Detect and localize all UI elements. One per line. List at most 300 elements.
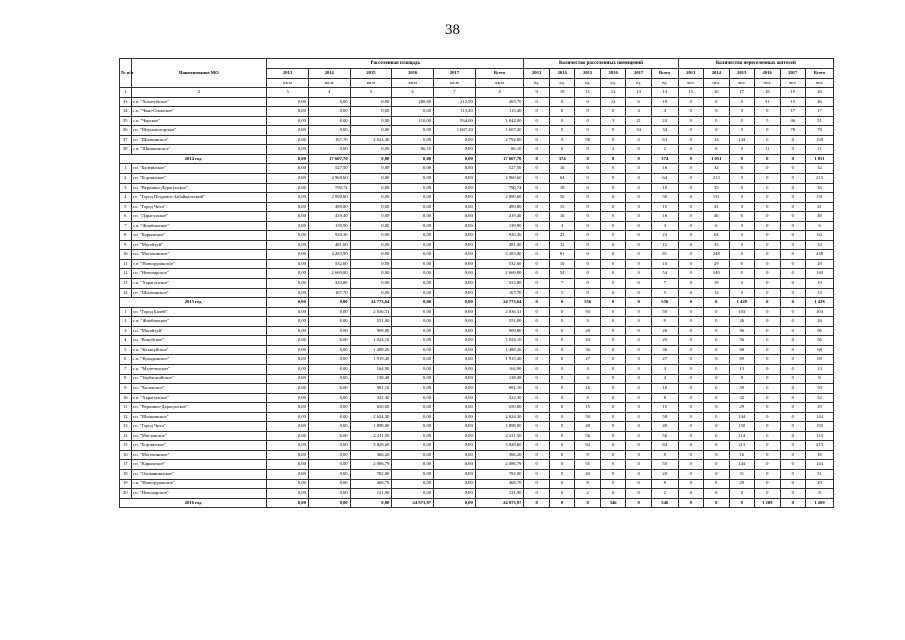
municipality-name: г.п. "Оловяннинское" [131, 469, 267, 479]
table-cell: 0 [600, 326, 625, 336]
municipality-name: с.п. "Новоцуринское" [131, 479, 267, 489]
table-cell: 0,00 [392, 364, 434, 374]
header-row-indices [120, 88, 834, 98]
table-cell: 920,36 [475, 231, 524, 241]
table-cell: 0 [524, 374, 549, 384]
table-cell: 139,90 [475, 221, 524, 231]
table-cell: 15 [549, 202, 574, 212]
table-cell: 2 624,30 [350, 135, 392, 145]
table-cell: 0 [524, 355, 549, 365]
table-cell: 131 [805, 193, 833, 203]
row-number: 2 [120, 174, 132, 184]
table-cell: 0 [549, 374, 574, 384]
table-cell: 0 [626, 469, 651, 479]
table-row [120, 288, 834, 298]
table-cell: 16 [549, 212, 574, 222]
table-cell: 0 [549, 460, 574, 470]
table-cell: 0,00 [308, 336, 350, 346]
table-row [120, 422, 834, 432]
table-cell: 0 [704, 469, 729, 479]
municipality-name: г.п. "Хилокское" [131, 384, 267, 394]
table-cell: 86,10 [475, 145, 524, 155]
table-cell: 0 [600, 489, 625, 499]
table-cell: 35 [704, 183, 729, 193]
table-cell: 0 [678, 193, 703, 203]
table-cell: 0 [678, 298, 703, 308]
table-cell: 0 [780, 450, 805, 460]
table-cell: 8 [575, 479, 600, 489]
table-cell: 0,00 [392, 298, 434, 308]
table-cell: 0 [626, 441, 651, 451]
table-cell: 4 [651, 364, 678, 374]
table-row [120, 403, 834, 413]
table-cell: 0 [626, 135, 651, 145]
header-col-index: 20 [805, 88, 833, 98]
table-cell: 0 [575, 231, 600, 241]
table-cell: 0 [704, 374, 729, 384]
table-cell: 6 [805, 221, 833, 231]
table-cell: 419,40 [475, 212, 524, 222]
table-cell: 0,00 [308, 403, 350, 413]
table-cell: 8 [651, 450, 678, 460]
table-cell: 0,00 [392, 202, 434, 212]
table-cell: 0 [524, 498, 549, 508]
table-cell: 0 [600, 355, 625, 365]
table-cell: 0,00 [434, 231, 476, 241]
table-cell: 140 [704, 269, 729, 279]
table-cell: 333,80 [475, 279, 524, 289]
table-cell: 0,00 [308, 393, 350, 403]
table-cell: 0 [678, 403, 703, 413]
row-number: 7 [120, 364, 132, 374]
table-cell: 31 [755, 97, 780, 107]
municipality-name: г.п. "Балеинское" [131, 164, 267, 174]
table-cell: 0 [549, 469, 574, 479]
table-row [120, 393, 834, 403]
table-cell: 0,00 [434, 489, 476, 499]
table-cell: 0,00 [392, 174, 434, 184]
table-body [120, 97, 834, 508]
table-cell: 28 [575, 326, 600, 336]
table-cell: 0,00 [434, 393, 476, 403]
row-number: 18 [120, 469, 132, 479]
municipality-name: г.п. "Могойтуй" [131, 240, 267, 250]
table-cell: 140 [805, 269, 833, 279]
table-cell: 58 [651, 412, 678, 422]
table-row [120, 231, 834, 241]
table-cell: 0 [704, 364, 729, 374]
table-cell: 0 [755, 460, 780, 470]
table-cell: 54 [651, 269, 678, 279]
table-cell: 0 [575, 107, 600, 117]
table-cell: 0,00 [267, 345, 309, 355]
table-cell: 86,10 [392, 145, 434, 155]
table-cell: 0 [600, 422, 625, 432]
header-year-area: 2013 [267, 69, 309, 79]
table-cell: 213 [805, 441, 833, 451]
table-cell: 18 [651, 183, 678, 193]
table-cell: 0 [524, 202, 549, 212]
table-cell: 0 [549, 393, 574, 403]
table-cell: 0 [780, 174, 805, 184]
header-col-index: 4 [308, 88, 350, 98]
table-cell: 0 [626, 393, 651, 403]
municipality-name: с.п. "Казакуйское" [131, 345, 267, 355]
table-cell: 139,90 [308, 221, 350, 231]
header-unit-rooms: ед. [651, 78, 678, 88]
table-row [120, 135, 834, 145]
table-cell: 0 [626, 174, 651, 184]
municipality-name: г.п. "Шилкинское" [131, 412, 267, 422]
row-number: 4 [120, 336, 132, 346]
table-cell: 0 [600, 336, 625, 346]
table-cell: 18 [651, 97, 678, 107]
table-cell: 32 [805, 393, 833, 403]
table-cell: 51 [805, 116, 833, 126]
table-cell: 2 669,80 [475, 269, 524, 279]
table-cell: 0 [600, 393, 625, 403]
table-cell: 0 [704, 460, 729, 470]
table-cell: 0 [524, 364, 549, 374]
table-cell: 0,00 [392, 164, 434, 174]
table-cell: 0,00 [267, 498, 309, 508]
table-cell: 0 [755, 403, 780, 413]
table-cell: 32 [729, 393, 754, 403]
row-number: 6 [120, 212, 132, 222]
table-cell: 0,00 [267, 97, 309, 107]
table-cell: 36 [651, 345, 678, 355]
table-cell: 0 [704, 489, 729, 499]
table-cell: 0,00 [267, 489, 309, 499]
table-cell: 0,00 [267, 355, 309, 365]
table-cell: 0 [729, 164, 754, 174]
table-cell: 0 [729, 202, 754, 212]
table-cell: 481,00 [308, 240, 350, 250]
table-cell: 0 [755, 469, 780, 479]
table-cell: 144 [729, 135, 754, 145]
table-cell: 0 [780, 240, 805, 250]
header-col-index: 19 [780, 88, 805, 98]
table-cell: 0,00 [434, 384, 476, 394]
table-cell: 0 [549, 126, 574, 136]
table-cell: 0 [755, 374, 780, 384]
table-cell: 556 [651, 298, 678, 308]
header-year-people: 2014 [704, 69, 729, 79]
table-cell: 0 [755, 279, 780, 289]
table-cell: 15 [575, 403, 600, 413]
municipality-name: г.п. "Вершино-Дарасунское" [131, 183, 267, 193]
table-cell: 63 [651, 135, 678, 145]
table-cell: 0 [549, 317, 574, 327]
table-cell: 131 [704, 193, 729, 203]
header-unit-people: чел. [729, 78, 754, 88]
table-cell: 0 [780, 212, 805, 222]
table-cell: 0,00 [434, 183, 476, 193]
table-cell: 0 [678, 460, 703, 470]
table-cell: 0,00 [267, 154, 309, 164]
table-cell: 11 [755, 145, 780, 155]
header-col-index: 6 [392, 88, 434, 98]
table-cell: 0,00 [392, 212, 434, 222]
table-row [120, 489, 834, 499]
table-cell: 0,00 [392, 374, 434, 384]
table-cell: 0,00 [392, 489, 434, 499]
table-cell: 1 209 [755, 498, 780, 508]
header-col-index: 7 [434, 88, 476, 98]
table-cell: 0 [780, 384, 805, 394]
table-cell: 164,90 [475, 364, 524, 374]
table-cell: 0,00 [392, 107, 434, 117]
table-cell: 0,00 [267, 174, 309, 184]
municipality-name: г.п. "Шерловогорское" [131, 126, 267, 136]
header-year-people: 2016 [755, 69, 780, 79]
table-cell: 0 [575, 212, 600, 222]
table-cell: 0 [626, 431, 651, 441]
table-cell: 17 [780, 107, 805, 117]
table-cell: 2 960,60 [308, 174, 350, 184]
table-cell: 0 [755, 231, 780, 241]
table-cell: 0,00 [308, 355, 350, 365]
table-cell: 0,00 [308, 489, 350, 499]
table-cell: 26 [805, 317, 833, 327]
table-cell: 1 488,26 [475, 345, 524, 355]
table-cell: 9 [575, 317, 600, 327]
row-number: 13 [120, 422, 132, 432]
table-cell: 0,00 [392, 450, 434, 460]
table-cell: 138,48 [475, 374, 524, 384]
table-cell: 551,00 [475, 317, 524, 327]
table-cell: 0 [755, 431, 780, 441]
table-cell: 0 [575, 250, 600, 260]
table-cell: 0,00 [267, 403, 309, 413]
row-number: 3 [120, 183, 132, 193]
table-cell: 5 [549, 135, 574, 145]
table-cell: 69 [729, 355, 754, 365]
table-cell: 0,00 [350, 202, 392, 212]
table-cell: 16 [805, 450, 833, 460]
table-cell: 0 [524, 412, 549, 422]
table-cell: 16 [651, 384, 678, 394]
table-cell: 0 [524, 259, 549, 269]
table-cell: 0 [626, 154, 651, 164]
table-cell: 0 [678, 135, 703, 145]
table-cell: 0,00 [392, 393, 434, 403]
header-unit-area: кв.м [392, 78, 434, 88]
table-cell: 32 [805, 164, 833, 174]
table-cell: 0,00 [434, 326, 476, 336]
table-cell: 0 [755, 364, 780, 374]
table-cell: 20 [651, 336, 678, 346]
header-col-index: 13 [626, 88, 651, 98]
table-cell: 0 [600, 298, 625, 308]
table-cell: 81 [651, 250, 678, 260]
table-cell: 0 [575, 193, 600, 203]
table-cell: 0 [575, 240, 600, 250]
table-cell: 0 [678, 345, 703, 355]
table-cell: 0,00 [267, 221, 309, 231]
table-cell: 650,00 [350, 403, 392, 413]
table-cell: 13 [729, 364, 754, 374]
header-col-index: 10 [549, 88, 574, 98]
table-cell: 0 [780, 489, 805, 499]
table-cell: 0 [600, 307, 625, 317]
table-cell: 0 [704, 422, 729, 432]
table-cell: 1 428 [729, 298, 754, 308]
table-cell: 981,10 [350, 384, 392, 394]
table-cell: 78 [780, 126, 805, 136]
table-cell: 0,00 [392, 250, 434, 260]
table-cell: 0 [704, 450, 729, 460]
table-cell: 0 [524, 460, 549, 470]
table-cell: 0 [678, 469, 703, 479]
table-cell: 0 [729, 240, 754, 250]
table-cell: 121,90 [350, 489, 392, 499]
table-cell: 24 973,97 [392, 498, 434, 508]
header-col-index: 12 [600, 88, 625, 98]
table-cell: 27 [651, 355, 678, 365]
table-cell: 0 [780, 374, 805, 384]
table-cell: 0 [678, 250, 703, 260]
table-cell: 0 [678, 317, 703, 327]
table-cell: 0 [755, 174, 780, 184]
row-number: 33 [120, 97, 132, 107]
table-cell: 167,70 [308, 288, 350, 298]
header-year-area: 2015 [350, 69, 392, 79]
table-cell: 1 607,20 [475, 126, 524, 136]
table-cell: 0,00 [308, 450, 350, 460]
table-cell: 0,00 [308, 441, 350, 451]
table-cell: 0 [626, 259, 651, 269]
table-cell: 0,00 [308, 422, 350, 432]
table-cell: 8 [805, 374, 833, 384]
table-cell: 0 [729, 288, 754, 298]
table-cell: 0 [600, 441, 625, 451]
table-cell: 909,80 [350, 326, 392, 336]
row-number: 8 [120, 374, 132, 384]
table-cell: 0 [549, 412, 574, 422]
table-cell: 0 [780, 431, 805, 441]
table-cell: 0 [600, 479, 625, 489]
table-cell: 0 [626, 279, 651, 289]
table-cell: 0 [755, 298, 780, 308]
table-cell: 0,00 [267, 412, 309, 422]
table-cell: 0,00 [434, 135, 476, 145]
row-number: 7 [120, 221, 132, 231]
table-cell: 0,00 [267, 126, 309, 136]
table-cell: 7 [651, 279, 678, 289]
table-cell: 0,00 [392, 460, 434, 470]
table-cell: 0,00 [267, 212, 309, 222]
table-cell: 0,00 [267, 298, 309, 308]
row-number: 37 [120, 135, 132, 145]
row-number: 8 [120, 231, 132, 241]
table-cell: 55 [651, 460, 678, 470]
table-cell: 2 [575, 489, 600, 499]
table-cell: 0 [575, 164, 600, 174]
table-cell: 0 [704, 384, 729, 394]
table-cell: 103 [729, 307, 754, 317]
row-number: 9 [120, 240, 132, 250]
table-cell: 56 [651, 431, 678, 441]
table-cell: 0 [755, 422, 780, 432]
municipality-name: с.п. "Малетинское" [131, 364, 267, 374]
header-year-area: 2016 [392, 69, 434, 79]
table-row [120, 212, 834, 222]
table-cell: 51 [805, 469, 833, 479]
row-number: 38 [120, 145, 132, 155]
total-label: 2014 год [120, 154, 267, 164]
row-number: 14 [120, 431, 132, 441]
table-cell: 0,00 [392, 336, 434, 346]
row-number: 34 [120, 107, 132, 117]
municipality-name: с.п. "Харагунское" [131, 279, 267, 289]
table-row [120, 279, 834, 289]
table-cell: 366,20 [350, 450, 392, 460]
table-cell: 0,00 [267, 336, 309, 346]
header-group-rooms: Количество расселенных помещений [524, 59, 678, 69]
table-cell: 13 [805, 364, 833, 374]
header-year-people: Всего [805, 69, 833, 79]
municipality-name: г.о. "Город Петровск-Забайкальский" [131, 193, 267, 203]
header-group-people: Количество переселенных жителей [678, 59, 833, 69]
table-cell: 0 [780, 193, 805, 203]
table-cell: 0 [524, 393, 549, 403]
table-cell: 0 [729, 498, 754, 508]
table-cell: 0,00 [434, 450, 476, 460]
row-number: 11 [120, 259, 132, 269]
municipality-name: г.п. "Могочинское" [131, 250, 267, 260]
row-number: 9 [120, 384, 132, 394]
table-cell: 322,30 [350, 393, 392, 403]
table-cell: 0 [704, 498, 729, 508]
table-cell: 280,80 [392, 97, 434, 107]
table-cell: 0 [626, 489, 651, 499]
header-col-index: 2 [131, 88, 267, 98]
table-cell: 0 [678, 145, 703, 155]
table-cell: 15 [651, 202, 678, 212]
table-cell: 0 [600, 212, 625, 222]
table-cell: 0 [549, 307, 574, 317]
table-cell: 0 [755, 221, 780, 231]
table-cell: 0 [678, 374, 703, 384]
table-cell: 16 [575, 384, 600, 394]
municipality-name: с.п. "Новоцуринское" [131, 259, 267, 269]
table-cell: 33 [805, 240, 833, 250]
table-cell: 10 [651, 259, 678, 269]
table-cell: 322,30 [475, 393, 524, 403]
table-cell: 0,00 [434, 460, 476, 470]
table-cell: 8 [651, 479, 678, 489]
table-cell: 0 [600, 259, 625, 269]
table-cell: 0,00 [267, 250, 309, 260]
header-year-people: 2013 [678, 69, 703, 79]
table-cell: 0,00 [308, 107, 350, 117]
table-cell: 0 [780, 317, 805, 327]
table-cell: 59 [805, 384, 833, 394]
table-cell: 0 [524, 107, 549, 117]
header-num: № п/п [120, 59, 132, 88]
table-cell: 0 [575, 221, 600, 231]
table-cell: 35 [805, 183, 833, 193]
table-cell: 1 898,00 [350, 422, 392, 432]
municipality-name: г.о. "Город Чита" [131, 202, 267, 212]
table-cell: 8 [805, 489, 833, 499]
table-cell: 0 [524, 489, 549, 499]
table-cell: 0 [626, 412, 651, 422]
table-cell: 0 [524, 126, 549, 136]
table-cell: 0 [600, 431, 625, 441]
table-cell: 0,00 [434, 269, 476, 279]
